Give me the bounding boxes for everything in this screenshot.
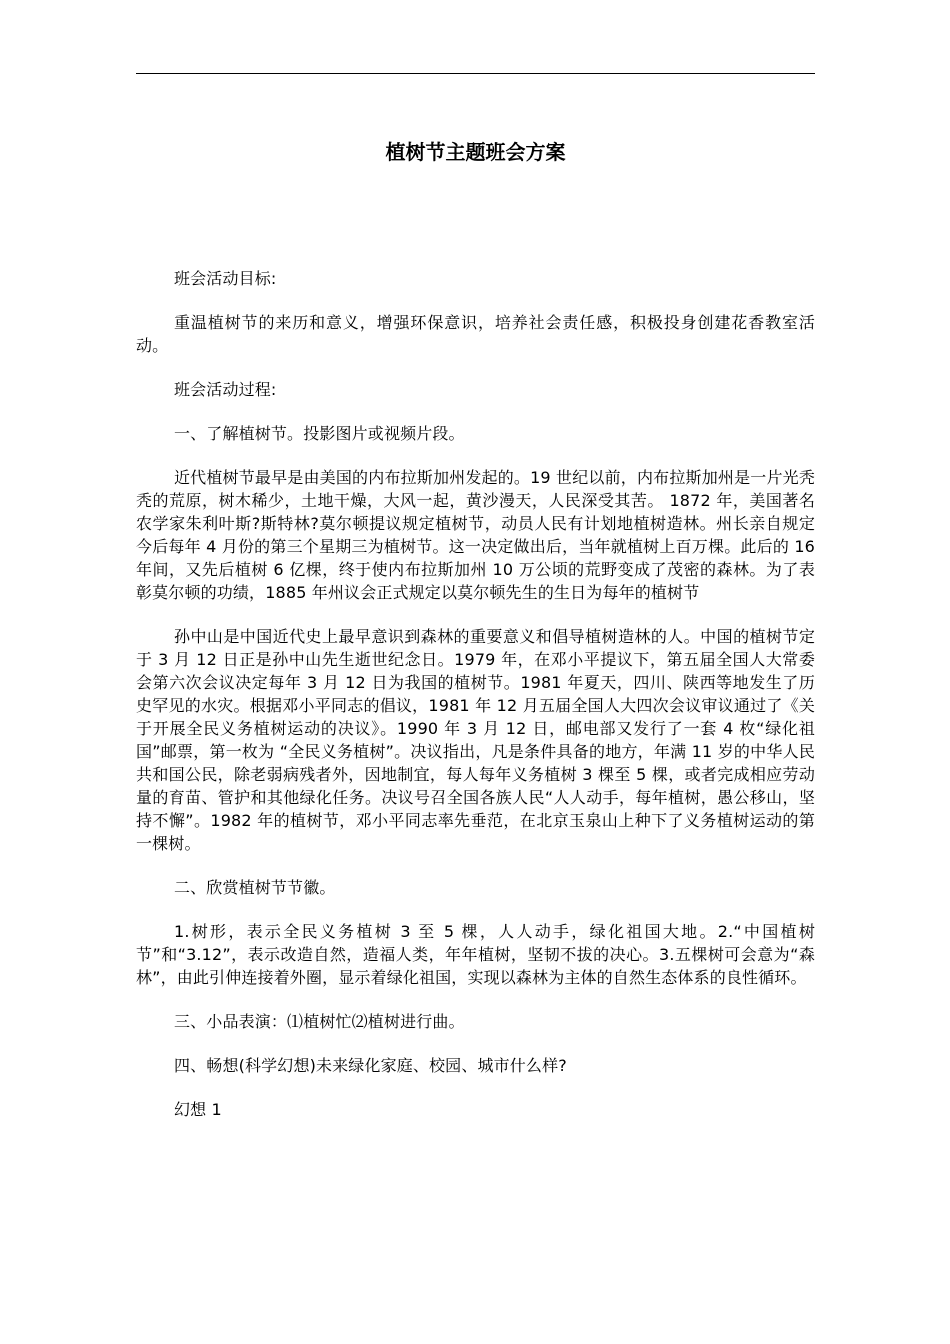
paragraph-section-1-heading: 一、了解植树节。投影图片或视频片段。 bbox=[174, 424, 465, 443]
document-body bbox=[136, 267, 815, 1142]
paragraph-emblem-meaning: 1.树形，表示全民义务植树 3 至 5 棵，人人动手，绿化祖国大地。2.“中国植树节”和“3.12”，表示改造自然，造福人类，年年植树，坚韧不拔的决心。3.五棵树可会意为“森林”，由此引伸连接着外圈，显示着绿化祖国，实现以森林为主体的自然生态体系的良性循环。 bbox=[136, 922, 815, 987]
paragraph-section-4-heading: 四、畅想(科学幻想)未来绿化家庭、校园、城市什么样? bbox=[174, 1056, 567, 1075]
paragraph-goal-heading: 班会活动目标: bbox=[174, 269, 277, 288]
paragraph-nebraska-history: 近代植树节最早是由美国的内布拉斯加州发起的。19 世纪以前，内布拉斯加州是一片光秃秃的荒原，树木稀少，土地干燥，大风一起，黄沙漫天，人民深受其苦。 1872 年，美国著名农学家朱利叶斯?斯特林?莫尔顿提议规定植树节，动员人民有计划地植树造林。州长亲自规定今后每年 4 月份的第三个星期三为植树节。这一决定做出后，当年就植树上百万棵。此后的 16 年间，又先后植树 6 亿棵，终于使内布拉斯加州 10 万公顷的荒野变成了茂密的森林。为了表彰莫尔顿的功绩，1885 年州议会正式规定以莫尔顿先生的生日为每年的植树节 bbox=[136, 468, 815, 602]
paragraph-fantasy-1: 幻想 1 bbox=[174, 1100, 222, 1119]
paragraph-section-3-heading: 三、小品表演：⑴植树忙⑵植树进行曲。 bbox=[174, 1012, 465, 1031]
paragraph-section-2-heading: 二、欣赏植树节节徽。 bbox=[174, 878, 336, 897]
header-rule bbox=[136, 73, 815, 74]
paragraph-china-history: 孙中山是中国近代史上最早意识到森林的重要意义和倡导植树造林的人。中国的植树节定于 3 月 12 日正是孙中山先生逝世纪念日。1979 年，在邓小平提议下，第五届全国人大常委会第六次会议决定每年 3 月 12 日为我国的植树节。1981 年夏天，四川、陕西等地发生了历史罕见的水灾。根据邓小平同志的倡议，1981 年 12 月五届全国人大四次会议审议通过了《关于开展全民义务植树运动的决议》。1990 年 3 月 12 日，邮电部又发行了一套 4 枚“绿化祖国”邮票，第一枚为 “全民义务植树”。决议指出，凡是条件具备的地方，年满 11 岁的中华人民共和国公民，除老弱病残者外，因地制宜，每人每年义务植树 3 棵至 5 棵，或者完成相应劳动量的育苗、管护和其他绿化任务。决议号召全国各族人民“人人动手，每年植树，愚公移山，坚持不懈”。1982 年的植树节，邓小平同志率先垂范，在北京玉泉山上种下了义务植树运动的第一棵树。 bbox=[136, 627, 815, 853]
paragraph-process-heading: 班会活动过程: bbox=[174, 380, 277, 399]
paragraph-goal-text: 重温植树节的来历和意义，增强环保意识，培养社会责任感，积极投身创建花香教室活动。 bbox=[136, 313, 815, 355]
document-title: 植树节主题班会方案 bbox=[385, 140, 566, 164]
